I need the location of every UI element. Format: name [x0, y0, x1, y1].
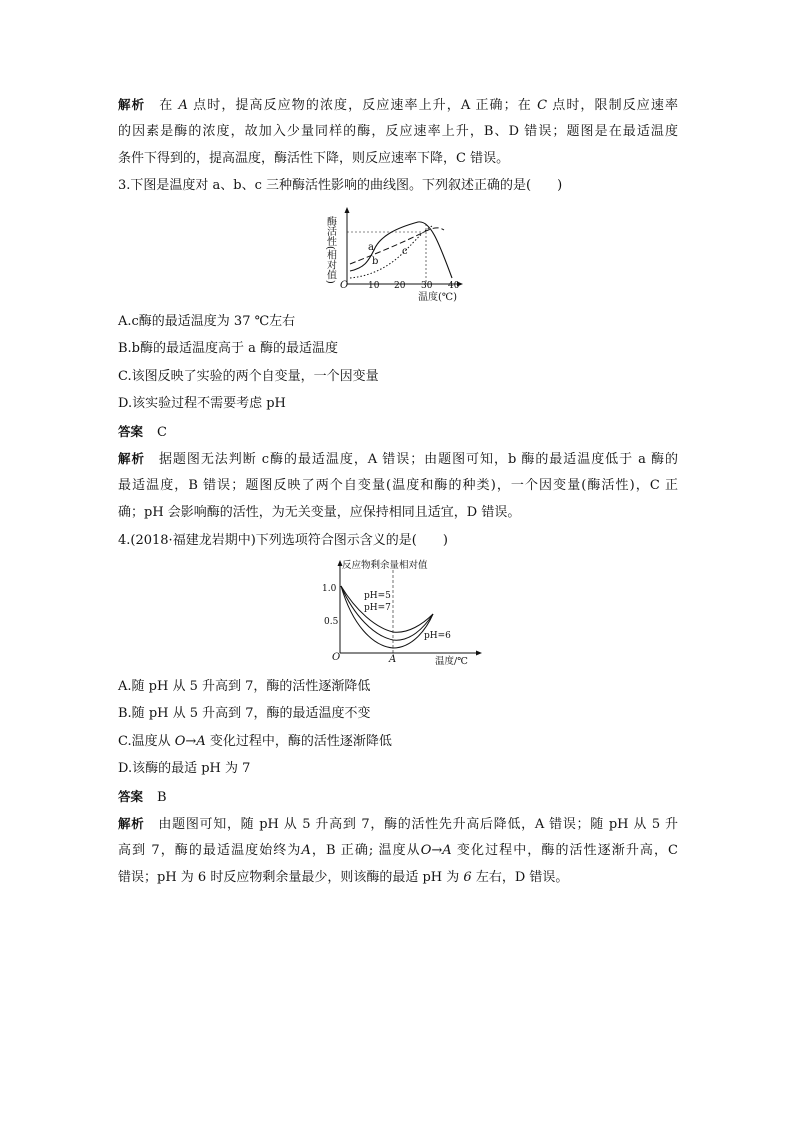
text-span: 在 [159, 98, 174, 113]
q3-ylabel: 酶活性(相对值) [324, 216, 336, 284]
variable-o-a: O→A [420, 843, 452, 858]
q3-origin: O [340, 280, 349, 291]
q3-analysis-line-1 [118, 450, 678, 469]
q3-analysis-line-3: 确；pH 会影响酶的活性，为无关变量，应保持相同且适宜，D 错误。 [118, 505, 521, 520]
q3-enzyme-temperature-chart [320, 204, 470, 304]
variable-six: 6 [463, 870, 472, 885]
q4-option-d: D.该酶的最适 pH 为 7 [118, 761, 251, 776]
q2-analysis-line-1 [118, 96, 678, 115]
q4-answer [118, 788, 678, 807]
variable-a: A [178, 98, 188, 113]
q4-label-ph5: pH=5 [364, 591, 391, 601]
q4-analysis-line-2 [118, 842, 678, 860]
q4-option-c [118, 733, 678, 751]
q4-label-ph7: pH=7 [364, 603, 391, 613]
text-span: 点时，提高反应物的浓度，反应速率上升，A 正确；在 [193, 98, 532, 113]
q4-substrate-remaining-chart [318, 556, 488, 668]
answer-label: 答案 [118, 424, 144, 439]
q4-label-ph6: pH=6 [424, 631, 451, 641]
q3-label-c: c [402, 246, 408, 257]
q3-tick-10: 10 [368, 281, 380, 291]
text-span: 左右，D 错误。 [475, 870, 569, 885]
analysis-label: 解析 [118, 451, 145, 466]
text-span: 由题图可知，随 pH 从 5 升高到 7，酶的活性先升高后降低，A 错误；随 pH 从 5 升 [158, 817, 678, 832]
answer-label: 答案 [118, 789, 144, 804]
q2-analysis-line-2: 的因素是酶的浓度，故加入少量同样的酶，反应速率上升，B、D 错误；题图是在最适温度 [118, 124, 678, 139]
q3-curve-a [350, 228, 444, 264]
variable-o-a: O→A [174, 734, 206, 749]
analysis-label: 解析 [118, 816, 145, 831]
q4-ylabel: 反应物剩余量相对值 [342, 560, 428, 571]
q3-option-c: C.该图反映了实验的两个自变量，一个因变量 [118, 369, 379, 384]
text-span: C.温度从 [118, 734, 171, 749]
q3-xlabel: 温度(℃) [418, 292, 457, 303]
q4-origin: O [332, 652, 341, 663]
variable-a: A [301, 843, 311, 858]
q4-analysis-line-3 [118, 869, 678, 887]
q3-tick-20: 20 [394, 281, 406, 291]
text-span: 变化过程中，酶的活性逐渐降低 [209, 734, 392, 749]
q4-x-mark-a: A [389, 654, 397, 665]
q3-tick-30: 30 [421, 281, 433, 291]
text-span: 高到 7，酶的最适温度始终为 [118, 843, 302, 858]
q4-ytick-05: 0.5 [324, 617, 339, 627]
text-span: ，B 正确; 温度从 [310, 843, 421, 858]
text-span: 点时，限制反应速率 [552, 98, 678, 113]
q3-tick-40: 40 [448, 281, 460, 291]
text-span: 据题图无法判断 c酶的最适温度，A 错误；由题图可知，b 酶的最适温度低于 a 酶的 [158, 452, 678, 467]
q4-x-axis-arrow [476, 651, 482, 656]
analysis-label: 解析 [118, 97, 146, 112]
q3-analysis-line-2: 最适温度，B 错误；题图反映了两个自变量(温度和酶的种类)，一个因变量(酶活性)，C 正 [118, 478, 678, 493]
q3-answer [118, 423, 678, 442]
text-span: 变化过程中，酶的活性逐渐升高，C [456, 843, 679, 858]
q3-label-a: a [368, 242, 374, 253]
q4-xlabel: 温度/℃ [435, 656, 468, 667]
q3-label-b: b [372, 256, 379, 267]
q4-stem: 4.(2018·福建龙岩期中)下列选项符合图示含义的是( ) [118, 533, 448, 548]
q4-option-b: B.随 pH 从 5 升高到 7，酶的最适温度不变 [118, 706, 371, 721]
answer-value: C [157, 425, 167, 440]
q3-y-axis-arrow [345, 207, 350, 213]
q4-option-a: A.随 pH 从 5 升高到 7，酶的活性逐渐降低 [118, 679, 371, 694]
text-span: 错误；pH 为 6 时反应物剩余量最少，则该酶的最适 pH 为 [118, 870, 460, 885]
q3-option-d: D.该实验过程不需要考虑 pH [118, 396, 286, 411]
q3-curve-b [350, 222, 452, 278]
q3-option-a: A.c酶的最适温度为 37 ℃左右 [118, 314, 296, 329]
q3-option-b: B.b酶的最适温度高于 a 酶的最适温度 [118, 341, 339, 356]
q3-stem: 3.下图是温度对 a、b、c 三种酶活性影响的曲线图。下列叙述正确的是( ) [118, 178, 563, 193]
q4-analysis-line-1 [118, 815, 678, 834]
q2-analysis-line-3: 条件下得到的，提高温度，酶活性下降，则反应速率下降，C 错误。 [118, 151, 510, 166]
q4-ytick-1: 1.0 [322, 584, 337, 594]
answer-value: B [157, 790, 167, 805]
variable-c: C [537, 98, 548, 113]
